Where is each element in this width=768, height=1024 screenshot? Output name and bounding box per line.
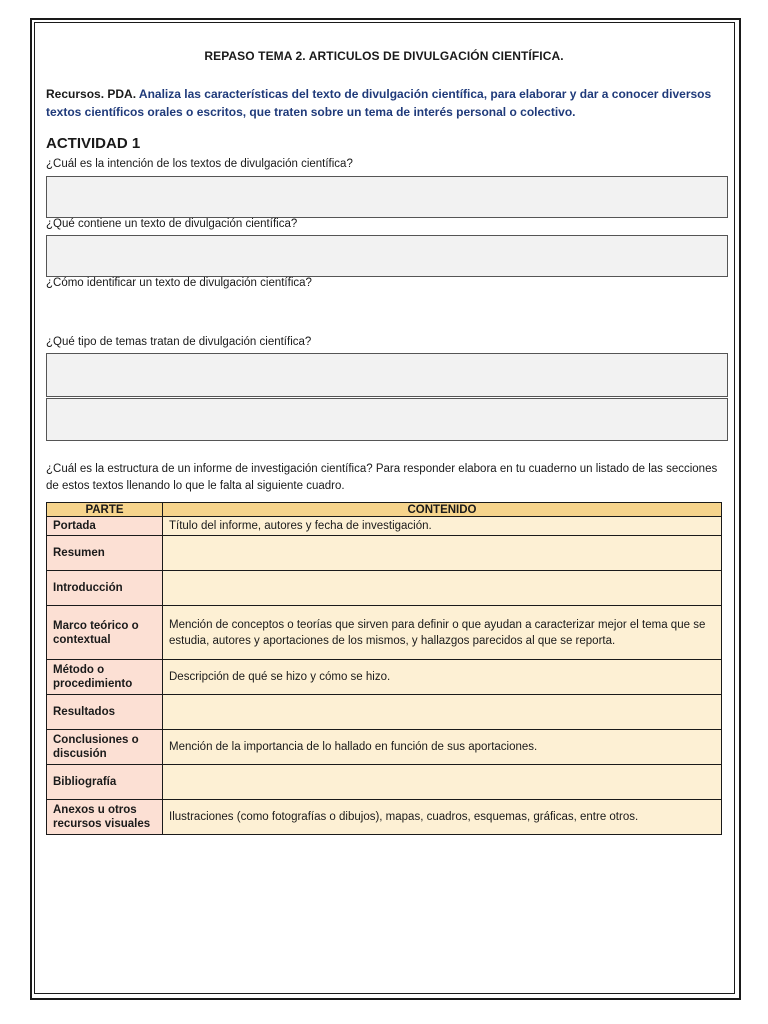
pda-text: Analiza las características del texto de divulgación científica, para elaborar y dar a conocer diversos textos científicos orales o escritos, que traten sobre un tema de interés personal o colectivo. [46, 87, 712, 119]
pda-paragraph [46, 85, 722, 121]
activity-title: ACTIVIDAD 1 [46, 135, 141, 152]
table-row [47, 765, 722, 800]
answer-box-4a[interactable] [46, 353, 728, 397]
row-part: Marco teórico o contextual [47, 606, 163, 660]
row-content[interactable] [163, 765, 722, 800]
document-title: REPASO TEMA 2. ARTICULOS DE DIVULGACIÓN CIENTÍFICA. [204, 49, 564, 63]
row-part: Bibliografía [47, 765, 163, 800]
row-part: Resumen [47, 536, 163, 571]
table-intro: ¿Cuál es la estructura de un informe de investigación científica? Para responder elabora en tu cuaderno un listado de las secciones de estos textos llenando lo que le falta al siguiente cuadro. [46, 463, 718, 492]
header-contenido: CONTENIDO [163, 503, 722, 517]
row-content[interactable] [163, 536, 722, 571]
row-part: Introducción [47, 571, 163, 606]
row-content[interactable]: Mención de la importancia de lo hallado en función de sus aportaciones. [163, 730, 722, 765]
row-part: Anexos u otros recursos visuales [47, 800, 163, 835]
row-content[interactable]: Descripción de qué se hizo y cómo se hizo. [163, 660, 722, 695]
row-content[interactable] [163, 571, 722, 606]
question-4: ¿Qué tipo de temas tratan de divulgación científica? [46, 336, 312, 348]
row-content[interactable] [163, 695, 722, 730]
table-row [47, 536, 722, 571]
table-row [47, 800, 722, 835]
table-row [47, 730, 722, 765]
table-row [47, 571, 722, 606]
answer-box-4b[interactable] [46, 398, 728, 441]
table-row [47, 695, 722, 730]
row-part: Método o procedimiento [47, 660, 163, 695]
table-row [47, 606, 722, 660]
table-row [47, 517, 722, 536]
row-content[interactable]: Título del informe, autores y fecha de investigación. [163, 517, 722, 536]
row-content[interactable]: Ilustraciones (como fotografías o dibujos), mapas, cuadros, esquemas, gráficas, entre otros. [163, 800, 722, 835]
report-structure-table [46, 502, 722, 835]
answer-box-1[interactable] [46, 176, 728, 218]
row-part: Portada [47, 517, 163, 536]
row-part: Resultados [47, 695, 163, 730]
question-2: ¿Qué contiene un texto de divulgación científica? [46, 218, 298, 230]
row-part: Conclusiones o discusión [47, 730, 163, 765]
pda-label: Recursos. PDA. [46, 87, 137, 101]
question-3: ¿Cómo identificar un texto de divulgación científica? [46, 277, 312, 289]
table-row [47, 660, 722, 695]
header-parte: PARTE [47, 503, 163, 517]
answer-box-2[interactable] [46, 235, 728, 277]
row-content[interactable]: Mención de conceptos o teorías que sirven para definir o que ayudan a caracterizar mejor el tema que se estudia, autores y aportaciones de los mismos, y hallazgos parecidos al que se reporta. [163, 606, 722, 660]
question-1: ¿Cuál es la intención de los textos de divulgación científica? [46, 158, 353, 170]
